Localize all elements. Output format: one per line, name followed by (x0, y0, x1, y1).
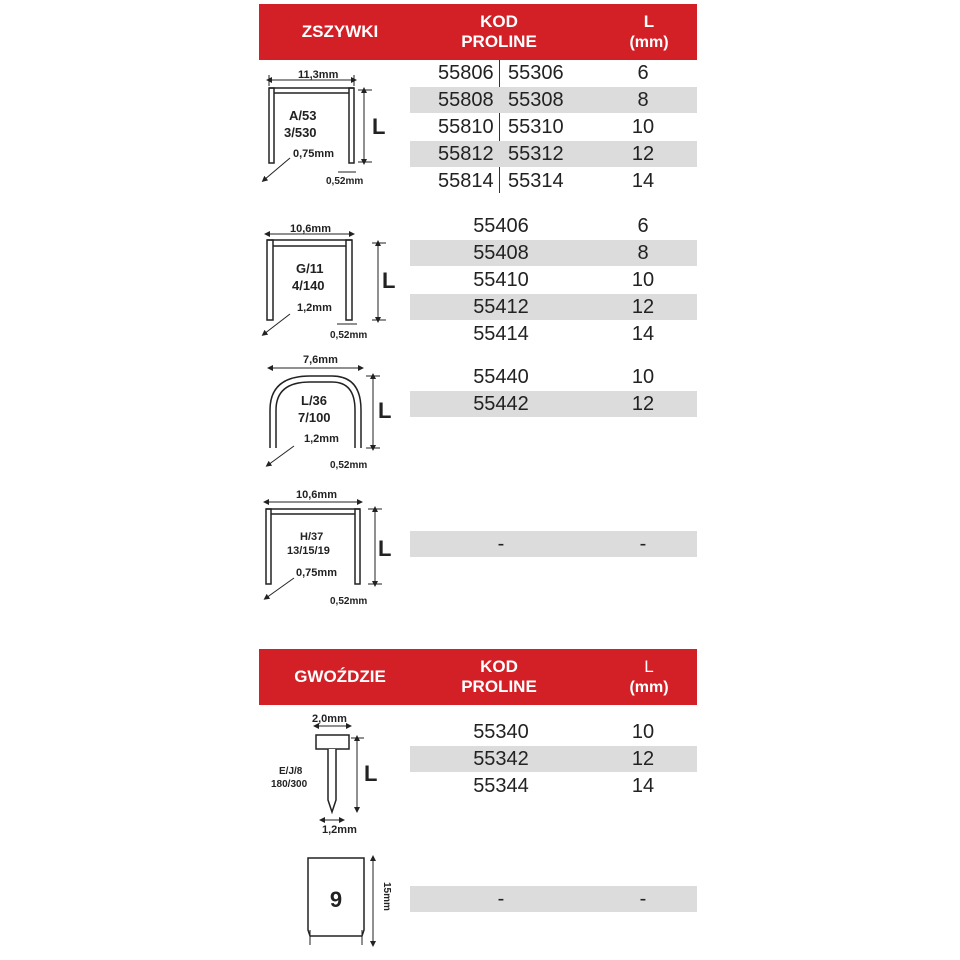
header-code-line2: PROLINE (461, 32, 537, 51)
header-product-label: ZSZYWKI (301, 22, 379, 41)
width-label: 7,6mm (303, 354, 338, 366)
code: 55342 (473, 748, 529, 770)
code-b: 55310 (508, 116, 564, 138)
length-value: 10 (631, 269, 655, 291)
length-value: 8 (637, 242, 649, 264)
type-label-2: 3/530 (284, 125, 317, 140)
type-label: A/53 (289, 108, 317, 123)
length-symbol: L (372, 114, 386, 139)
nail-diagram-ej8 (271, 713, 377, 836)
header-code-line1: KOD (480, 657, 518, 676)
code-b: 55306 (508, 62, 564, 84)
header-length-line1: L (643, 12, 655, 31)
length-value: - (639, 888, 647, 910)
code: 55440 (473, 366, 529, 388)
length-symbol: L (378, 398, 392, 423)
length-value: 12 (631, 393, 655, 415)
header-product-label: GWOŹDZIE (294, 667, 386, 686)
code: 55410 (473, 269, 529, 291)
staple-diagram-h37 (266, 489, 391, 607)
staple-diagram-g11 (264, 223, 395, 341)
wire-label: 0,75mm (296, 567, 337, 579)
length-value: 10 (631, 366, 655, 388)
code: - (497, 888, 505, 910)
type-label: 9 (329, 887, 343, 912)
wire-label: 0,75mm (293, 148, 334, 160)
code-a: 55814 (438, 170, 494, 192)
length-value: 12 (631, 748, 655, 770)
thickness-label: 0,52mm (330, 330, 368, 341)
length-symbol: L (364, 761, 378, 786)
thickness-label: 0,52mm (326, 176, 364, 187)
length-symbol: L (382, 268, 396, 293)
thickness-label: 0,52mm (330, 460, 368, 471)
code-a: 55812 (438, 143, 494, 165)
code: 55414 (473, 323, 529, 345)
code-b: 55308 (508, 89, 564, 111)
header-code-line1: KOD (480, 12, 518, 31)
length-value: 14 (631, 775, 655, 797)
length-value: - (639, 533, 647, 555)
type-label-2: 180/300 (271, 779, 308, 790)
code: 55406 (473, 215, 529, 237)
nail-diagram-9 (308, 858, 392, 945)
head-label: 2,0mm (312, 713, 347, 725)
height-label: 15mm (381, 882, 392, 911)
wire-label: 1,2mm (297, 302, 332, 314)
code: 55412 (473, 296, 529, 318)
code: 55442 (473, 393, 529, 415)
length-value: 8 (637, 89, 649, 111)
length-value: 12 (631, 296, 655, 318)
width-label: 10,6mm (290, 223, 331, 235)
header-length-line2: (mm) (629, 34, 669, 51)
length-value: 6 (637, 215, 649, 237)
staple-diagram-l36 (268, 354, 391, 471)
length-value: 6 (637, 62, 649, 84)
type-label: G/11 (296, 261, 324, 276)
code-b: 55314 (508, 170, 564, 192)
code: 55408 (473, 242, 529, 264)
staple-diagram-a53 (264, 69, 385, 187)
length-value: 12 (631, 143, 655, 165)
code: 55344 (473, 775, 529, 797)
header-length-line2: (mm) (629, 679, 669, 696)
type-label-2: 4/140 (292, 278, 325, 293)
type-label: L/36 (301, 393, 328, 408)
type-label-2: 13/15/19 (287, 545, 330, 557)
length-value: 10 (631, 721, 655, 743)
type-label: H/37 (300, 531, 324, 543)
code-a: 55806 (438, 62, 494, 84)
type-label: E/J/8 (279, 766, 303, 777)
shank-label: 1,2mm (322, 824, 357, 836)
length-value: 14 (631, 323, 655, 345)
wire-label: 1,2mm (304, 433, 339, 445)
code-a: 55808 (438, 89, 494, 111)
width-label: 10,6mm (296, 489, 337, 501)
code: 55340 (473, 721, 529, 743)
code-b: 55312 (508, 143, 564, 165)
length-value: 14 (631, 170, 655, 192)
thickness-label: 0,52mm (330, 596, 368, 607)
type-label-2: 7/100 (298, 410, 331, 425)
width-label: 11,3mm (298, 69, 339, 81)
code-a: 55810 (438, 116, 494, 138)
header-code-line2: PROLINE (461, 677, 537, 696)
code: - (497, 533, 505, 555)
length-value: 10 (631, 116, 655, 138)
header-length-line1: L (644, 657, 654, 676)
length-symbol: L (378, 536, 392, 561)
